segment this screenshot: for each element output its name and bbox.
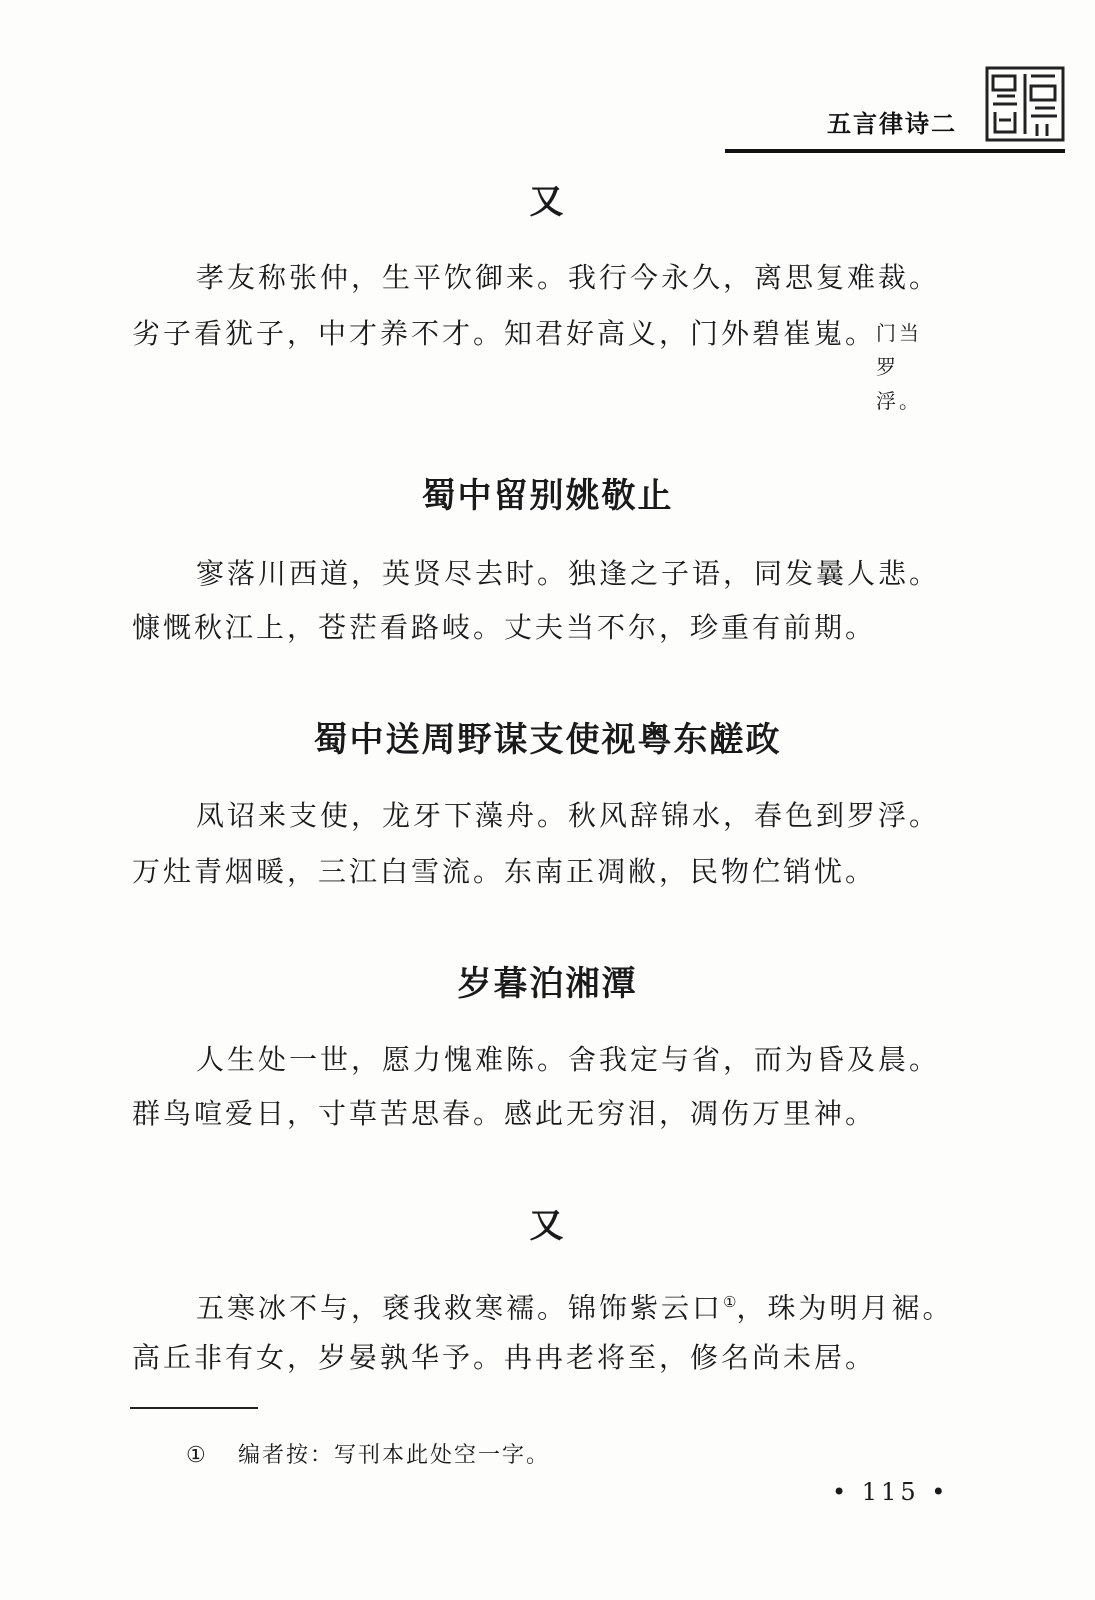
footnote bbox=[186, 1438, 550, 1469]
poem-title: 又 bbox=[529, 182, 566, 222]
footnote-ref[interactable]: ① bbox=[723, 1293, 737, 1311]
poem-title: 蜀中送周野谋支使视粤东鹾政 bbox=[313, 720, 782, 760]
poem-title: 蜀中留别姚敬止 bbox=[421, 476, 674, 516]
poem-line: 凤诏来支使，龙牙下藻舟。秋风辞锦水，春色到罗浮。 bbox=[196, 799, 941, 832]
header-rule bbox=[725, 149, 1065, 153]
poem-line: 寥落川西道，英贤尽去时。独逢之子语，同发曩人悲。 bbox=[196, 557, 941, 590]
poem-line-text: 五寒冰不与，褎我救寒襦。锦饰紫云口 bbox=[196, 1291, 724, 1325]
footnote-divider bbox=[130, 1407, 258, 1409]
poem-line-text: ，珠为明月裾。 bbox=[736, 1291, 954, 1325]
page-number: • 115 • bbox=[832, 1478, 950, 1506]
footnote-number: ① bbox=[186, 1443, 208, 1468]
poem-line: 万灶青烟暖，三江白雪流。东南正凋敝，民物伫销忧。 bbox=[132, 855, 877, 888]
poem-line: 人生处一世，愿力愧难陈。舍我定与省，而为昏及晨。 bbox=[196, 1043, 941, 1076]
running-header bbox=[725, 60, 1065, 158]
section-title: 五言律诗二 bbox=[827, 110, 957, 138]
footnote-text: 编者按：写刊本此处空一字。 bbox=[238, 1443, 551, 1468]
poem-line: 慷慨秋江上，苍茫看路岐。丈夫当不尔，珍重有前期。 bbox=[132, 611, 877, 644]
poem-line: 孝友称张仲，生平饮御来。我行今永久，离思复难裁。 bbox=[196, 261, 941, 294]
poem-title: 又 bbox=[529, 1206, 566, 1246]
poem-line bbox=[132, 314, 936, 413]
seal-icon bbox=[985, 66, 1065, 142]
poem-line bbox=[196, 1282, 954, 1325]
poem-line-text: 劣子看犹子，中才养不才。知君好高义，门外碧崔嵬。 bbox=[132, 317, 877, 350]
poem-line: 群鸟喧爱日，寸草苦思春。感此无穷泪，凋伤万里神。 bbox=[132, 1097, 877, 1130]
poem-title: 岁暮泊湘潭 bbox=[457, 964, 638, 1004]
poem-line: 高丘非有女，岁晏孰华予。冉冉老将至，修名尚未居。 bbox=[132, 1341, 877, 1374]
poem-note: 门当罗浮。 bbox=[876, 321, 923, 413]
